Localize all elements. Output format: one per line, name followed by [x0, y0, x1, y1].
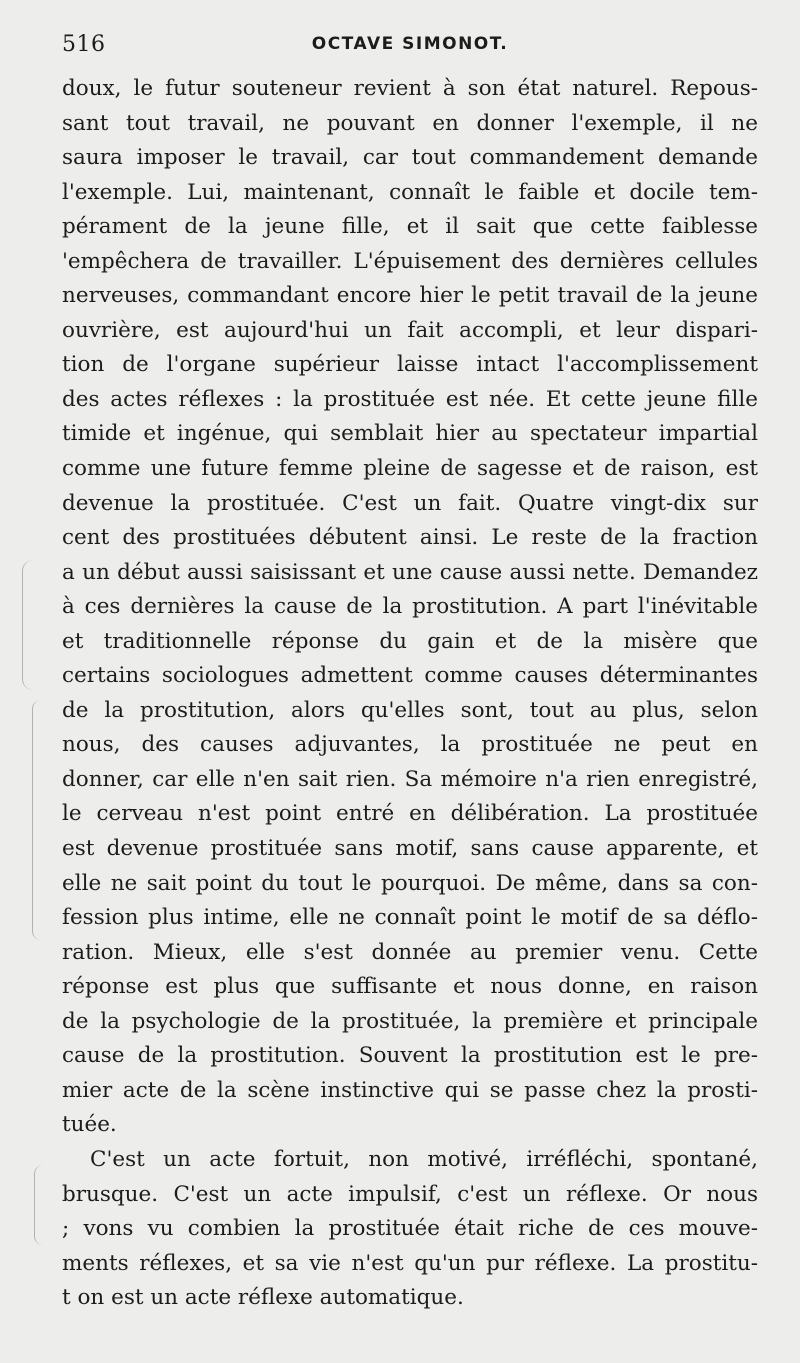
- text-line: mier acte de la scène instinctive qui se passe chez la prosti-: [62, 1077, 758, 1103]
- text-line: tion de l'organe supérieur laisse intact l'accomplissement: [62, 352, 758, 378]
- text-line: fession plus intime, elle ne connaît point le motif de sa déflo-: [62, 905, 758, 931]
- text-line: nous, des causes adjuvantes, la prostituée ne peut en: [62, 732, 758, 758]
- text-line: de la prostitution, alors qu'elles sont, tout au plus, selon: [62, 697, 758, 723]
- margin-pencil-mark: [32, 700, 41, 940]
- text-line: des actes réflexes : la prostituée est née. Et cette jeune fille: [62, 386, 758, 412]
- page-header: [62, 32, 758, 62]
- paragraph: [62, 72, 758, 1143]
- text-line: sant tout travail, ne pouvant en donner l'exemple, il ne: [62, 110, 758, 136]
- margin-pencil-mark: [34, 1165, 43, 1245]
- margin-pencil-mark: [22, 560, 33, 690]
- text-line: ration. Mieux, elle s'est donnée au premier venu. Cette: [62, 939, 758, 965]
- text-line: ; vons vu combien la prostituée était riche de ces mouve-: [62, 1216, 758, 1242]
- text-line: et traditionnelle réponse du gain et de la misère que: [62, 628, 758, 654]
- page-number: 516: [62, 32, 106, 57]
- text-line: ments réflexes, et sa vie n'est qu'un pur réflexe. La prostitu-: [62, 1250, 758, 1276]
- text-line: t on est un acte réflexe automatique.: [62, 1285, 464, 1311]
- text-line: réponse est plus que suffisante et nous donne, en raison: [62, 974, 758, 1000]
- text-line: cent des prostituées débutent ainsi. Le reste de la fraction: [62, 525, 758, 551]
- text-line: brusque. C'est un acte impulsif, c'est un réflexe. Or nous: [62, 1181, 758, 1207]
- text-line: est devenue prostituée sans motif, sans cause apparente, et: [62, 836, 758, 862]
- text-line: timide et ingénue, qui semblait hier au spectateur impartial: [62, 421, 758, 447]
- text-line: devenue la prostituée. C'est un fait. Quatre vingt-dix sur: [62, 490, 758, 516]
- text-line: doux, le futur souteneur revient à son état naturel. Repous-: [62, 76, 758, 101]
- text-line: nerveuses, commandant encore hier le petit travail de la jeune: [62, 283, 758, 309]
- text-line: le cerveau n'est point entré en délibération. La prostituée: [62, 801, 758, 827]
- text-line: donner, car elle n'en sait rien. Sa mémoire n'a rien enregistré,: [62, 766, 758, 792]
- text-line: comme une future femme pleine de sagesse et de raison, est: [62, 456, 758, 482]
- text-line: certains sociologues admettent comme causes déterminantes: [62, 663, 758, 689]
- text-line: à ces dernières la cause de la prostitution. A part l'inévitable: [62, 594, 758, 620]
- text-line: l'exemple. Lui, maintenant, connaît le faible et docile tem-: [62, 179, 758, 205]
- text-line: tuée.: [62, 1112, 117, 1138]
- text-line: pérament de la jeune fille, et il sait que cette faiblesse: [62, 214, 758, 240]
- text-line: de la psychologie de la prostituée, la première et principale: [62, 1008, 758, 1034]
- running-head: OCTAVE SIMONOT.: [311, 34, 509, 54]
- text-line: 'empêchera de travailler. L'épuisement des dernières cellules: [62, 248, 758, 274]
- body-text: [62, 72, 758, 1316]
- paragraph: [62, 1143, 758, 1316]
- text-line: cause de la prostitution. Souvent la prostitution est le pre-: [62, 1043, 758, 1069]
- text-line: elle ne sait point du tout le pourquoi. De même, dans sa con-: [62, 870, 758, 896]
- text-line: ouvrière, est aujourd'hui un fait accompli, et leur dispari-: [62, 317, 758, 343]
- text-line: saura imposer le travail, car tout commandement demande: [62, 145, 758, 171]
- text-line: C'est un acte fortuit, non motivé, irréfléchi, spontané,: [90, 1146, 758, 1172]
- text-line: a un début aussi saisissant et une cause aussi nette. Demandez: [62, 559, 758, 585]
